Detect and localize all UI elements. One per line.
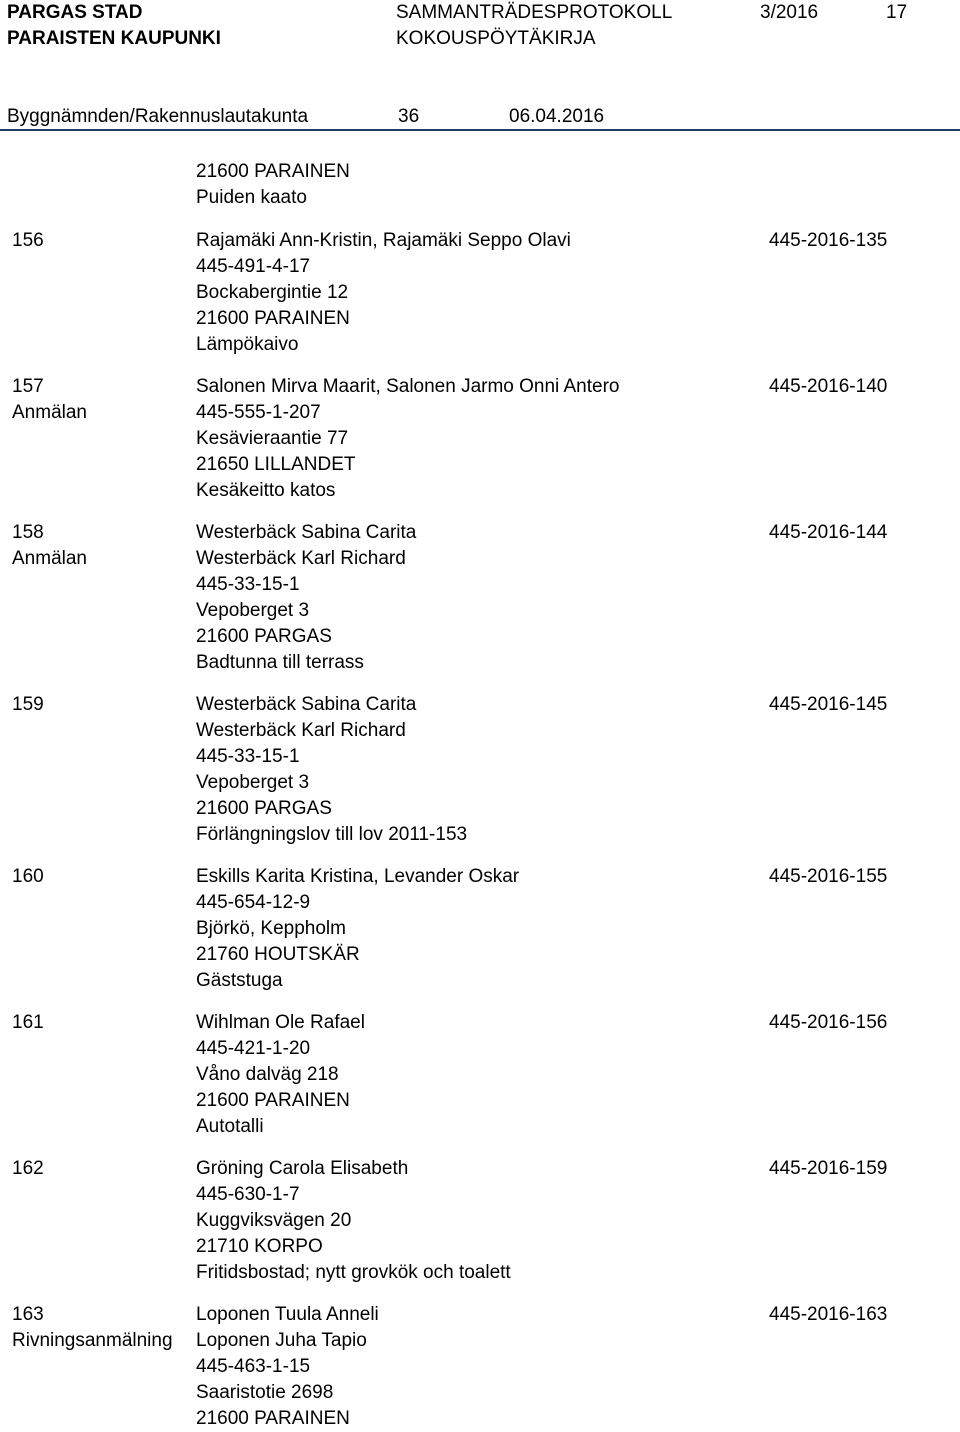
entry-description — [196, 864, 519, 994]
postal-line: 21760 HOUTSKÄR — [196, 944, 360, 965]
postal-line: 21710 KORPO — [196, 1236, 323, 1257]
entry-number: 156 — [12, 230, 44, 251]
entry-description — [196, 692, 467, 848]
org-name-fi: PARAISTEN KAUPUNKI — [7, 28, 221, 49]
page-number: 17 — [886, 2, 908, 23]
meeting-date: 06.04.2016 — [509, 106, 605, 127]
entry-number-col — [12, 1156, 44, 1182]
postal-line: 21600 PARAINEN — [196, 308, 350, 329]
project-line: Badtunna till terrass — [196, 652, 364, 673]
entry-description — [196, 1302, 379, 1432]
address-line: Vepoberget 3 — [196, 772, 310, 793]
address-line: Kuggviksvägen 20 — [196, 1210, 352, 1231]
applicant-line: Westerbäck Sabina Carita — [196, 694, 417, 715]
entry-description — [196, 520, 416, 676]
applicant-line: Gröning Carola Elisabeth — [196, 1158, 409, 1179]
applicant-line: Westerbäck Karl Richard — [196, 720, 406, 741]
postal-line: 21650 LILLANDET — [196, 454, 356, 475]
property-id: 445-421-1-20 — [196, 1038, 311, 1059]
doc-number: 3/2016 — [760, 2, 819, 23]
entry-number-col — [12, 374, 87, 426]
lead-line: Puiden kaato — [196, 187, 307, 208]
entry-number-col — [12, 520, 87, 572]
address-line: Vepoberget 3 — [196, 600, 310, 621]
address-line: Bockabergintie 12 — [196, 282, 349, 303]
applicant-line: Rajamäki Ann-Kristin, Rajamäki Seppo Olavi — [196, 230, 571, 251]
case-reference: 445-2016-145 — [769, 694, 888, 715]
entry-type: Rivningsanmälning — [12, 1330, 173, 1351]
project-line: Lämpökaivo — [196, 334, 299, 355]
board-name: Byggnämnden/Rakennuslautakunta — [7, 106, 309, 127]
applicant-line: Loponen Tuula Anneli — [196, 1304, 379, 1325]
applicant-line: Wihlman Ole Rafael — [196, 1012, 365, 1033]
project-line: Autotalli — [196, 1116, 264, 1137]
applicant-line: Westerbäck Sabina Carita — [196, 522, 417, 543]
property-id: 445-654-12-9 — [196, 892, 311, 913]
section-number: 36 — [398, 106, 420, 127]
applicant-line: Loponen Juha Tapio — [196, 1330, 367, 1351]
entry-type: Anmälan — [12, 402, 87, 423]
case-reference: 445-2016-155 — [769, 866, 888, 887]
entry-type: Anmälan — [12, 548, 87, 569]
postal-line: 21600 PARGAS — [196, 798, 332, 819]
entry-number: 162 — [12, 1158, 44, 1179]
address-line: Kesävieraantie 77 — [196, 428, 349, 449]
doc-type-fi: KOKOUSPÖYTÄKIRJA — [396, 28, 596, 49]
project-line: Förlängningslov till lov 2011-153 — [196, 824, 468, 845]
postal-line: 21600 PARAINEN — [196, 1090, 350, 1111]
entry-description — [196, 374, 620, 504]
case-reference: 445-2016-156 — [769, 1012, 888, 1033]
entry-number: 157 — [12, 376, 44, 397]
header-divider — [0, 129, 960, 131]
case-reference: 445-2016-135 — [769, 230, 888, 251]
case-reference: 445-2016-163 — [769, 1304, 888, 1325]
doc-type-sv: SAMMANTRÄDESPROTOKOLL — [396, 2, 673, 23]
property-id: 445-630-1-7 — [196, 1184, 300, 1205]
page-header — [0, 0, 960, 140]
entry-number-col — [12, 864, 44, 890]
applicant-line: Salonen Mirva Maarit, Salonen Jarmo Onni Antero — [196, 376, 620, 397]
property-id: 445-555-1-207 — [196, 402, 321, 423]
project-line: Kesäkeitto katos — [196, 480, 336, 501]
address-line: Våno dalväg 218 — [196, 1064, 339, 1085]
entry-description — [196, 1010, 365, 1140]
continued-entry — [196, 159, 350, 211]
property-id: 445-491-4-17 — [196, 256, 311, 277]
case-reference: 445-2016-144 — [769, 522, 888, 543]
entry-number-col — [12, 692, 44, 718]
property-id: 445-33-15-1 — [196, 574, 300, 595]
case-reference: 445-2016-140 — [769, 376, 888, 397]
property-id: 445-463-1-15 — [196, 1356, 311, 1377]
entry-number: 163 — [12, 1304, 44, 1325]
entry-description — [196, 228, 571, 358]
entry-number: 159 — [12, 694, 44, 715]
entry-number: 158 — [12, 522, 44, 543]
entry-number: 161 — [12, 1012, 44, 1033]
project-line: Fritidsbostad; nytt grovkök och toalett — [196, 1262, 511, 1283]
entry-description — [196, 1156, 511, 1286]
property-id: 445-33-15-1 — [196, 746, 300, 767]
case-reference: 445-2016-159 — [769, 1158, 888, 1179]
address-line: Saaristotie 2698 — [196, 1382, 334, 1403]
postal-line: 21600 PARAINEN — [196, 1408, 350, 1429]
entry-number-col — [12, 1302, 173, 1354]
applicant-line: Eskills Karita Kristina, Levander Oskar — [196, 866, 520, 887]
entry-number-col — [12, 228, 44, 254]
postal-line: 21600 PARGAS — [196, 626, 332, 647]
org-name-sv: PARGAS STAD — [7, 2, 143, 23]
lead-line: 21600 PARAINEN — [196, 161, 350, 182]
applicant-line: Westerbäck Karl Richard — [196, 548, 406, 569]
project-line: Gäststuga — [196, 970, 283, 991]
entry-number: 160 — [12, 866, 44, 887]
address-line: Björkö, Keppholm — [196, 918, 346, 939]
entry-number-col — [12, 1010, 44, 1036]
